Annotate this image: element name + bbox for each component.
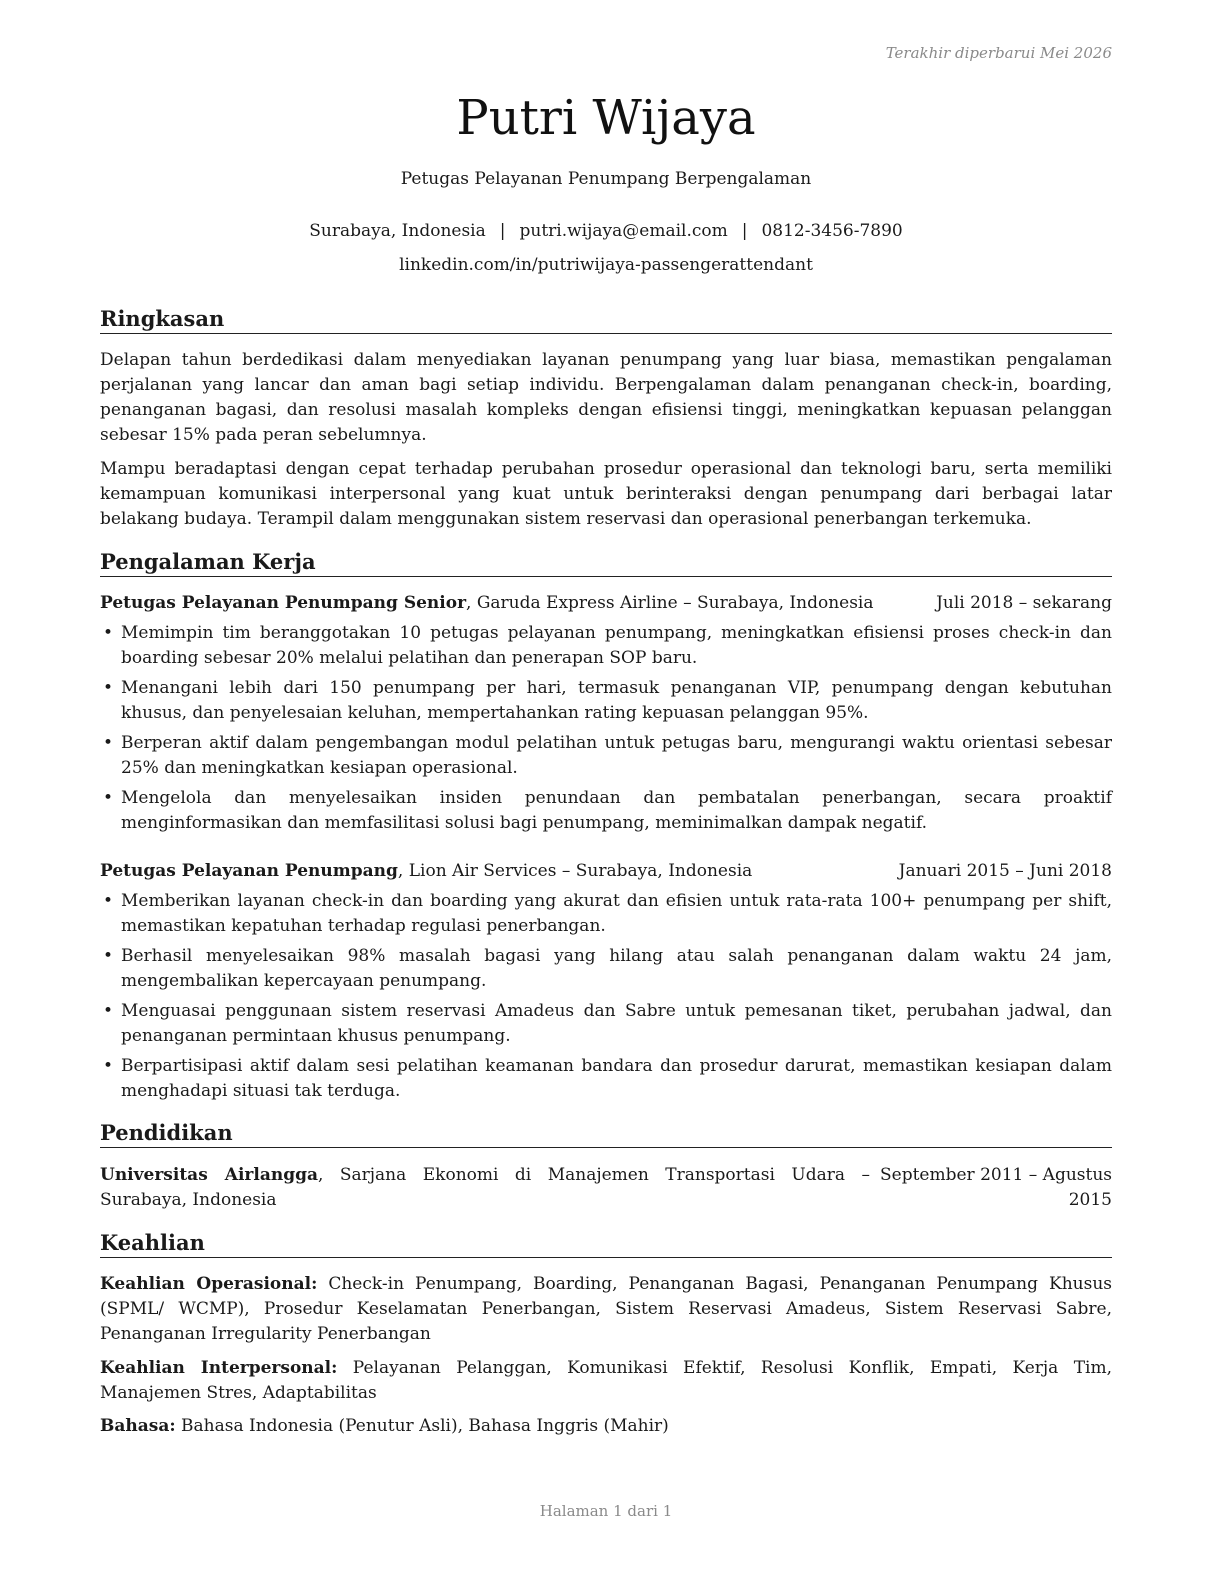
job-header (100, 591, 1112, 616)
skill-group (100, 1414, 1112, 1439)
skill-group-label: Keahlian Operasional: (100, 1274, 318, 1294)
skill-group-text: Bahasa Indonesia (Penutur Asli), Bahasa Inggris (Mahir) (175, 1416, 669, 1436)
education-description (100, 1163, 870, 1213)
job-bullet: • Memimpin tim beranggotakan 10 petugas pelayanan penumpang, meningkatkan efisiensi proses check-in dan boarding sebesar 20% melalui pelatihan dan penerapan SOP baru. (100, 621, 1112, 671)
skill-group-label: Keahlian Interpersonal: (100, 1358, 338, 1378)
education-dates: September 2011 – Agustus 2015 (880, 1165, 1112, 1210)
section-title-skills: Keahlian (100, 1229, 1112, 1258)
section-title-experience: Pengalaman Kerja (100, 548, 1112, 577)
contact-separator: | (499, 221, 506, 241)
contact-separator: | (741, 221, 748, 241)
job-bullets (100, 621, 1112, 841)
job-bullet: • Menguasai penggunaan sistem reservasi Amadeus dan Sabre untuk pemesanan tiket, perubahan jadwal, dan penanganan permintaan khusus penumpang. (100, 999, 1112, 1049)
contact-linkedin[interactable]: linkedin.com/in/putriwijaya-passengerattendant (399, 255, 813, 275)
last-updated-note: Terakhir diperbarui Mei 2026 (885, 44, 1112, 62)
job-bullets (100, 889, 1112, 1109)
education-entry (100, 1163, 1112, 1213)
skill-group-label: Bahasa: (100, 1416, 176, 1436)
skill-group (100, 1356, 1112, 1406)
resume-page (100, 0, 1112, 1584)
summary-paragraph: Delapan tahun berdedikasi dalam menyediakan layanan penumpang yang luar biasa, memastikan pengalaman perjalanan yang lancar dan aman bagi setiap individu. Berpengalaman dalam penanganan check-in, boarding, penanganan bagasi, dan resolusi masalah kompleks dengan efisiensi tinggi, meningkatkan kepuasan pelanggan sebesar 15% pada peran sebelumnya. (100, 350, 1112, 445)
job-bullet: • Berhasil menyelesaikan 98% masalah bagasi yang hilang atau salah penanganan dalam waktu 24 jam, mengembalikan kepercayaan penumpang. (100, 944, 1112, 994)
job-role: Petugas Pelayanan Penumpang Senior (100, 593, 467, 613)
job-company: , Lion Air Services – Surabaya, Indonesia (397, 861, 753, 881)
skill-group-text: Check-in Penumpang, Boarding, Penanganan Bagasi, Penanganan Penumpang Khusus (SPML/ WCMP), Prosedur Keselamatan Penerbangan, Sistem Reservasi Amadeus, Sistem Reservasi Sabre, Penanganan Irregularity Penerbangan (100, 1274, 1112, 1344)
skill-group (100, 1272, 1112, 1347)
contact-line (100, 219, 1112, 243)
education-school: Universitas Airlangga (100, 1165, 318, 1185)
education-degree: , Sarjana Ekonomi di Manajemen Transportasi Udara – Surabaya, Indonesia (100, 1165, 870, 1210)
contact-linkedin-line (100, 253, 1112, 277)
job-bullet: • Berperan aktif dalam pengembangan modul pelatihan untuk petugas baru, mengurangi waktu orientasi sebesar 25% dan meningkatkan kesiapan operasional. (100, 731, 1112, 781)
job-dates: Januari 2015 – Juni 2018 (898, 861, 1112, 881)
section-title-summary: Ringkasan (100, 305, 1112, 334)
candidate-headline: Petugas Pelayanan Penumpang Berpengalaman (400, 169, 812, 189)
section-title-education: Pendidikan (100, 1119, 1112, 1148)
job-role: Petugas Pelayanan Penumpang (100, 861, 398, 881)
candidate-name: Putri Wijaya (456, 90, 756, 146)
contact-email[interactable]: putri.wijaya@email.com (519, 221, 728, 241)
contact-phone[interactable]: 0812-3456-7890 (761, 221, 903, 241)
job-bullet: • Menangani lebih dari 150 penumpang per hari, termasuk penanganan VIP, penumpang dengan kebutuhan khusus, dan penyelesaian keluhan, mempertahankan rating kepuasan pelanggan 95%. (100, 676, 1112, 726)
job-bullet: • Memberikan layanan check-in dan boarding yang akurat dan efisien untuk rata-rata 100+ penumpang per shift, memastikan kepatuhan terhadap regulasi penerbangan. (100, 889, 1112, 939)
job-bullet: • Mengelola dan menyelesaikan insiden penundaan dan pembatalan penerbangan, secara proaktif menginformasikan dan memfasilitasi solusi bagi penumpang, meminimalkan dampak negatif. (100, 786, 1112, 836)
job-header (100, 859, 1112, 884)
contact-location: Surabaya, Indonesia (309, 221, 486, 241)
summary-paragraph: Mampu beradaptasi dengan cepat terhadap perubahan prosedur operasional dan teknologi baru, serta memiliki kemampuan komunikasi interpersonal yang kuat untuk berinteraksi dengan penumpang dari berbagai latar belakang budaya. Terampil dalam menggunakan sistem reservasi dan operasional penerbangan terkemuka. (100, 459, 1112, 529)
job-dates: Juli 2018 – sekarang (936, 593, 1112, 613)
skill-group-text: Pelayanan Pelanggan, Komunikasi Efektif, Resolusi Konflik, Empati, Kerja Tim, Manajemen Stres, Adaptabilitas (100, 1358, 1113, 1403)
job-company: , Garuda Express Airline – Surabaya, Indonesia (466, 593, 874, 613)
page-number: Halaman 1 dari 1 (539, 1502, 673, 1520)
job-bullet: • Berpartisipasi aktif dalam sesi pelatihan keamanan bandara dan prosedur darurat, memastikan kesiapan dalam menghadapi situasi tak terduga. (100, 1054, 1112, 1104)
